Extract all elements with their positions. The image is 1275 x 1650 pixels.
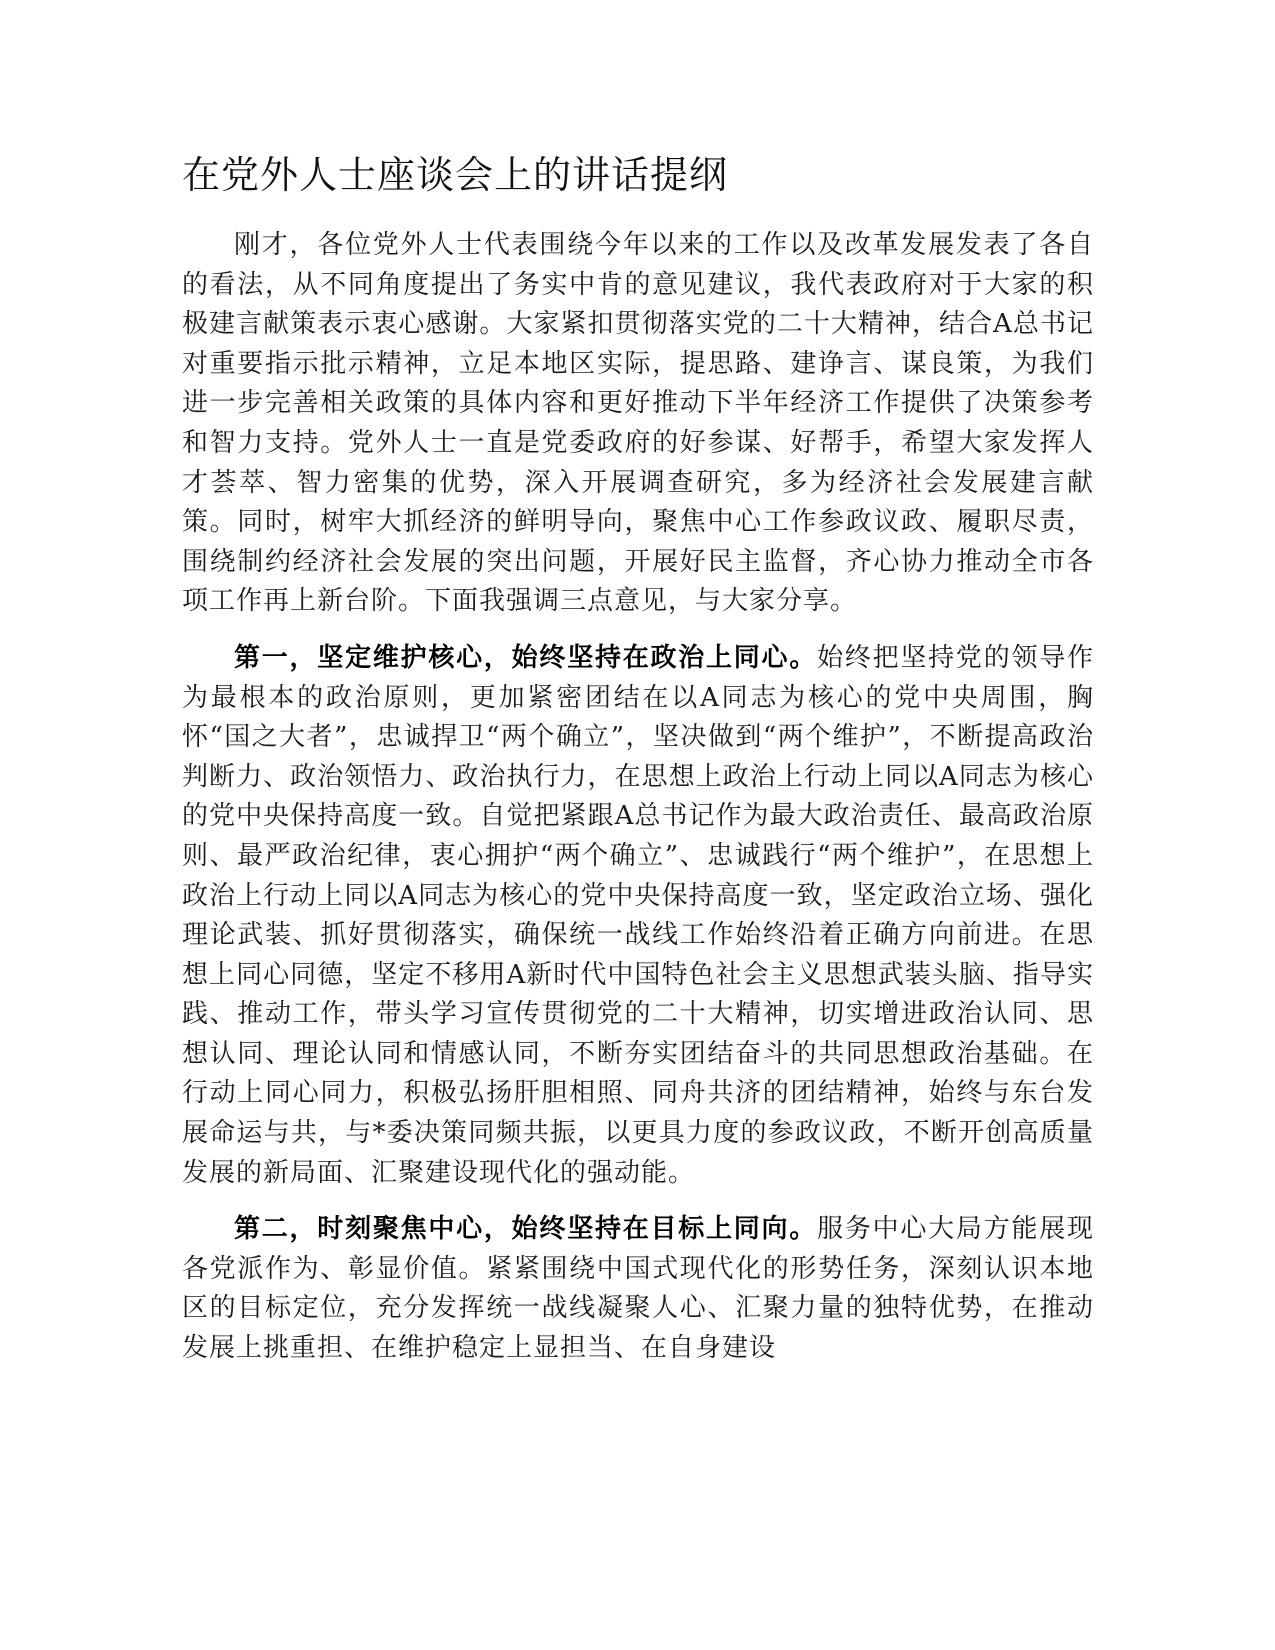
paragraph-text: 刚才，各位党外人士代表围绕今年以来的工作以及改革发展发表了各自的看法，从不同角度提出了务实中肯的意见建议，我代表政府对于大家的积极建言献策表示衷心感谢。大家紧扣贯彻落实党的二十大精神，结合A总书记对重要指示批示精神，立足本地区实际，提思路、建诤言、谋良策，为我们进一步完善相关政策的具体内容和更好推动下半年经济工作提供了决策参考和智力支持。党外人士一直是党委政府的好参谋、好帮手，希望大家发挥人才荟萃、智力密集的优势，深入开展调查研究，多为经济社会发展建言献策。同时，树牢大抓经济的鲜明导向，聚焦中心工作参政议政、履职尽责，围绕制约经济社会发展的突出问题，开展好民主监督，齐心协力推动全市各项工作再上新台阶。下面我强调三点意见，与大家分享。: [182, 230, 1094, 617]
paragraph-intro: [182, 226, 1094, 622]
document-page: [182, 148, 1094, 1386]
paragraph-text: 服务中心大局方能展现各党派作为、彰显价值。紧紧围绕中国式现代化的形势任务，深刻认识本地区的目标定位，充分发挥统一战线凝聚人心、汇聚力量的独特优势，在推动发展上挑重担、在维护稳定上显担当、在自身建设: [182, 1214, 1094, 1364]
paragraph-point-two: [182, 1210, 1094, 1368]
paragraph-text: 始终把坚持党的领导作为最根本的政治原则，更加紧密团结在以A同志为核心的党中央周围，胸怀“国之大者”，忠诚捍卫“两个确立”，坚决做到“两个维护”，不断提高政治判断力、政治领悟力、政治执行力，在思想上政治上行动上同以A同志为核心的党中央保持高度一致。自觉把紧跟A总书记作为最大政治责任、最高政治原则、最严政治纪律，衷心拥护“两个确立”、忠诚践行“两个维护”，在思想上政治上行动上同以A同志为核心的党中央保持高度一致，坚定政治立场、强化理论武装、抓好贯彻落实，确保统一战线工作始终沿着正确方向前进。在思想上同心同德，坚定不移用A新时代中国特色社会主义思想武装头脑、指导实践、推动工作，带头学习宣传贯彻党的二十大精神，切实增进政治认同、思想认同、理论认同和情感认同，不断夯实团结奋斗的共同思想政治基础。在行动上同心同力，积极弘扬肝胆相照、同舟共济的团结精神，始终与东台发展命运与共，与*委决策同频共振，以更具力度的参政议政，不断开创高质量发展的新局面、汇聚建设现代化的强动能。: [182, 642, 1094, 1188]
document-title: 在党外人士座谈会上的讲话提纲: [182, 153, 729, 197]
paragraph-lead: 第二，时刻聚焦中心，始终坚持在目标上同向。: [234, 1214, 818, 1245]
paragraph-point-one: [182, 639, 1094, 1193]
paragraph-lead: 第一，坚定维护核心，始终坚持在政治上同心。: [234, 642, 818, 673]
